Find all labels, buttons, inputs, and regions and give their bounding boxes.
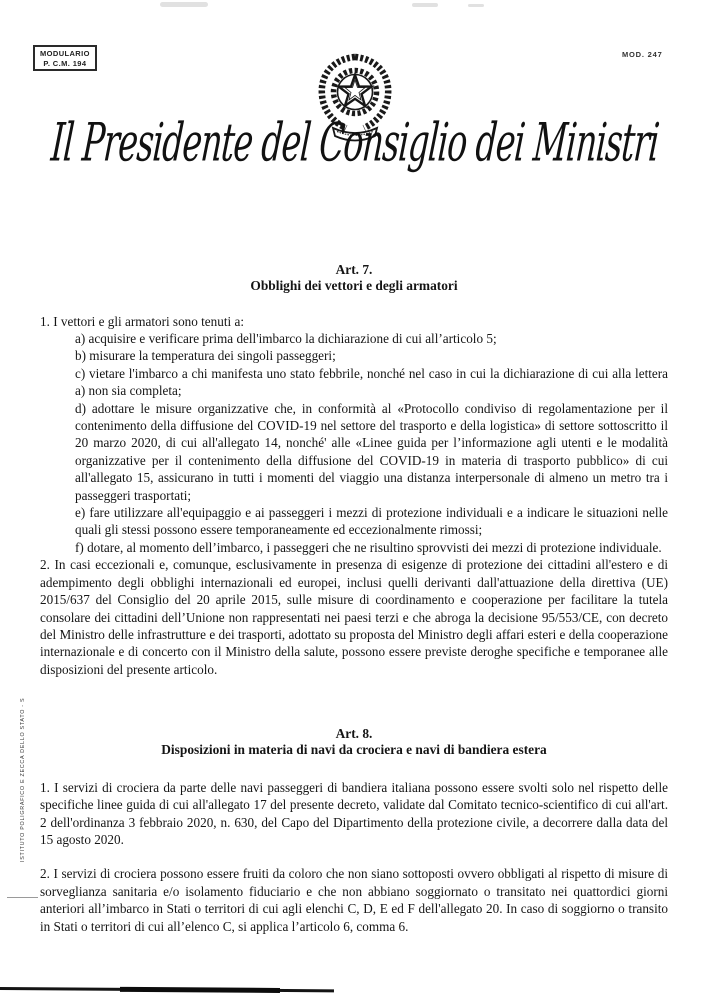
article-7-item-f: f) dotare, al momento dell’imbarco, i passeggeri che ne risultino sprovvisti dei mezzi di protezione individuale. (75, 539, 662, 555)
article-7-item-c: c) vietare l'imbarco a chi manifesta uno stato febbrile, nonché nel caso in cui la dichiarazione di cui alla lettera a) non sia completa; (75, 365, 668, 399)
article-7-item-d: d) adottare le misure organizzative che, in conformità al «Protocollo condiviso di regolamentazione per il contenimento della diffusione del COVID-19 nel settore del trasporto e della logistica» di settore sottoscritto il 20 marzo 2020, di cui all'allegato 14, nonché' alle «Linee guida per l’informazione agli utenti e le modalità organizzative per il contenimento della diffusione del COVID-19 in materia di trasporto pubblico» di cui all'allegato 15, assicurano in tutti i momenti del viaggio una distanza interpersonale di almeno un metro tra i passeggeri trasportati; (75, 400, 668, 503)
scan-smudge (412, 3, 438, 7)
article-7-paragraph-2: 2. In casi eccezionali e, comunque, esclusivamente in presenza di esigenze di protezione dei cittadini all'estero e di adempimento degli obblighi internazionali ed europei, inclusi quelli derivanti dall'attuazione della direttiva (UE) 2015/637 del Consiglio del 20 aprile 2015, sulle misure di coordinamento e cooperazione per facilitare la tutela consolare dei cittadini dell’Unione non rappresentati nei paesi terzi e che abroga la decisione 95/553/CE, con decreto del Ministro delle infrastrutture e dei trasporti, adottato su proposta del Ministro degli affari esteri e della cooperazione internazionale e di concerto con il Ministro della salute, possono essere previste deroghe specifiche e temporanee alle disposizioni del presente articolo. (40, 557, 668, 677)
modulario-line2: P. C.M. 194 (43, 58, 87, 68)
printer-vertical-mark: ISTITUTO POLIGRAFICO E ZECCA DELLO STATO - S (20, 697, 26, 862)
letterhead-script-title: Il Presidente del Consiglio dei Ministri (49, 111, 661, 174)
article-7-item-b: b) misurare la temperatura dei singoli passeggeri; (75, 348, 336, 364)
article-8-heading (40, 726, 668, 758)
article-8-number: Art. 8. (335, 726, 373, 742)
article-7-title: Obblighi dei vettori e degli armatori (250, 277, 458, 293)
scan-edge-bar (0, 987, 334, 992)
scan-smudge (160, 2, 208, 7)
article-7-heading (40, 262, 668, 294)
article-7-paragraph-1-intro: 1. I vettori e gli armatori sono tenuti a: (40, 313, 244, 329)
scan-smudge (468, 4, 484, 7)
article-7-number: Art. 7. (335, 262, 373, 277)
article-7-item-e: e) fare utilizzare all'equipaggio e ai passeggeri i mezzi di protezione individuali e a indicare le situazioni nelle quali gli stessi possono essere temporaneamente ed eccezionalmente rimossi; (75, 505, 668, 538)
article-7-item-a: a) acquisire e verificare prima dell'imbarco la dichiarazione di cui all’articolo 5; (75, 331, 497, 346)
article-8-paragraph-2: 2. I servizi di crociera possono essere fruiti da coloro che non siano sottoposti ovvero obbligati al rispetto di misure di sorveglianza sanitaria e/o isolamento fiduciario e che non abbiano soggiornato o transitato nei quattordici giorni anteriori all’imbarco in Stati o territori di cui agli elenchi C, D, E ed F dell'allegato 20. In caso di soggiorno o transito in Stati o territori di cui all’elenco C, si applica l’articolo 6, comma 6. (40, 866, 668, 934)
article-7-item-list (40, 330, 668, 556)
modulario-stamp-box (33, 45, 97, 71)
fold-mark-line (7, 897, 38, 898)
modulario-line1: MODULARIO (40, 49, 90, 58)
article-8-title: Disposizioni in materia di navi da crociera e navi di bandiera estera (161, 741, 547, 757)
article-8-paragraph-1: 1. I servizi di crociera da parte delle navi passeggeri di bandiera italiana possono essere svolti solo nel rispetto delle specifiche linee guida di cui all'allegato 17 del presente decreto, validate dal Comitato tecnico-scientifico di cui all'art. 2 dell'ordinanza 3 febbraio 2020, n. 630, del Capo del Dipartimento della protezione civile, a decorrere dalla data del 15 agosto 2020. (40, 779, 668, 847)
mod-number: MOD. 247 (622, 50, 663, 59)
decree-body (40, 262, 668, 935)
